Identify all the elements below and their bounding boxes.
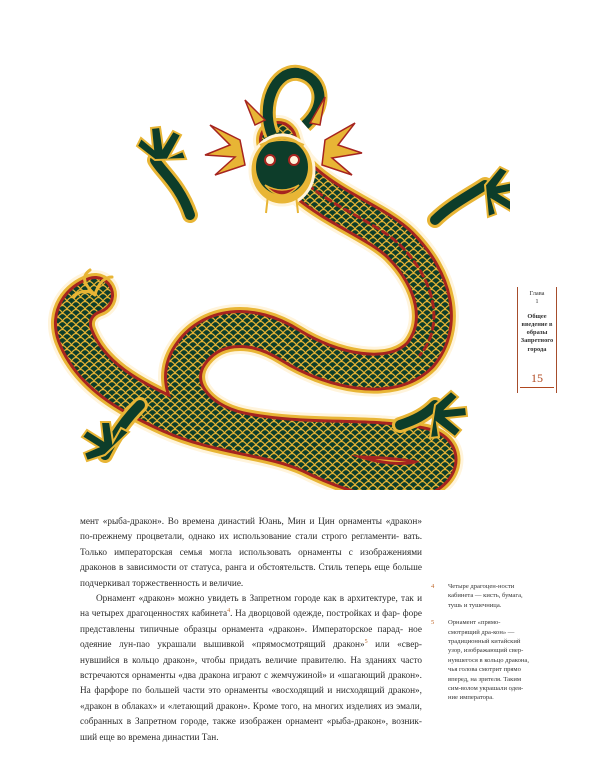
line-15: ший еще во времена династии Тан. [80, 732, 219, 743]
dragon-drawing [40, 45, 510, 490]
footnote-5 [431, 618, 531, 703]
chapter-number: 1 [535, 298, 539, 306]
line-9: ное одеяние лун-пао украшали вышивкой «прямосмотрящий дракон» [80, 624, 422, 651]
footnote-number: 5 [431, 619, 435, 627]
chapter-title: Общее введение в образы Запретного города [520, 312, 554, 353]
page-number: 15 [520, 371, 554, 388]
line-6: Орнамент «дракон» можно увидеть в Запретном городе как в архитектуре, так [96, 594, 414, 605]
line-1: мент «рыба-дракон». Во времена династий Юань, Мин и Цин орнаменты «дракон» [80, 517, 422, 527]
paragraph-1 [80, 515, 422, 592]
line-5: подчеркивал торжественность и величие. [80, 578, 244, 589]
line-13: «дракон в облаках» и «летающий дракон». Кроме того, на многих изделиях из эмали, [80, 701, 422, 712]
line-8: форе представлены типичные образцы орнамента «дракон». Императорское парад- [80, 609, 423, 635]
line-12: На фарфоре по большей части это орнаменты «восходящий и нисходящий дракон», [80, 686, 422, 697]
paragraph-2 [80, 592, 422, 746]
footnote-ref-5[interactable]: 5 [364, 639, 368, 646]
line-10: нувшийся в кольцо дракон», чтобы придать величие правителю. На зданиях часто [80, 655, 422, 666]
line-14: собранных в Запретном городе, также изображен орнамент «рыба-дракон», возник- [80, 717, 422, 728]
line-7: и на четырех драгоценностях кабинета [80, 594, 423, 620]
footnote-number: 4 [431, 583, 435, 590]
chapter-marker [517, 287, 557, 393]
footnote-ref-4[interactable]: 4 [227, 608, 231, 615]
footnote-4 [431, 582, 531, 610]
line-7b: . На дворцовой одежде, постройках и фар- [230, 609, 400, 620]
line-4: драконов в зависимости от статуса, ранга и обстоятельств. Стиль теперь еще больше [80, 563, 422, 574]
dragon-illustration [40, 45, 510, 490]
footnote-text: Четыре драгоцен-ности кабинета — кисть, бумага, тушь и тушечница. [448, 583, 523, 609]
footnote-text: Орнамент «прямо-смотрящий дра-кон» — традиционный китайский узор, изображающий свер-нувшегося в кольцо дракона, чья голова смотрит прямо вперед, на зрителя. Таким сим-волом украшали одея-ние императора. [448, 619, 530, 702]
line-9b: или «свер- [367, 640, 423, 651]
line-11: встречаются орнаменты «два дракона играют с жемчужиной» и «шагающий дракон». [80, 671, 422, 682]
footnotes [431, 582, 531, 711]
line-3: вать. Только императорская семья могла использовать орнаменты с изображениями [80, 532, 423, 558]
line-2: по-прежнему процветали, однако их использование стали строго регламенти- [80, 532, 400, 543]
chapter-label: Глава [529, 290, 545, 297]
body-text [80, 515, 422, 746]
